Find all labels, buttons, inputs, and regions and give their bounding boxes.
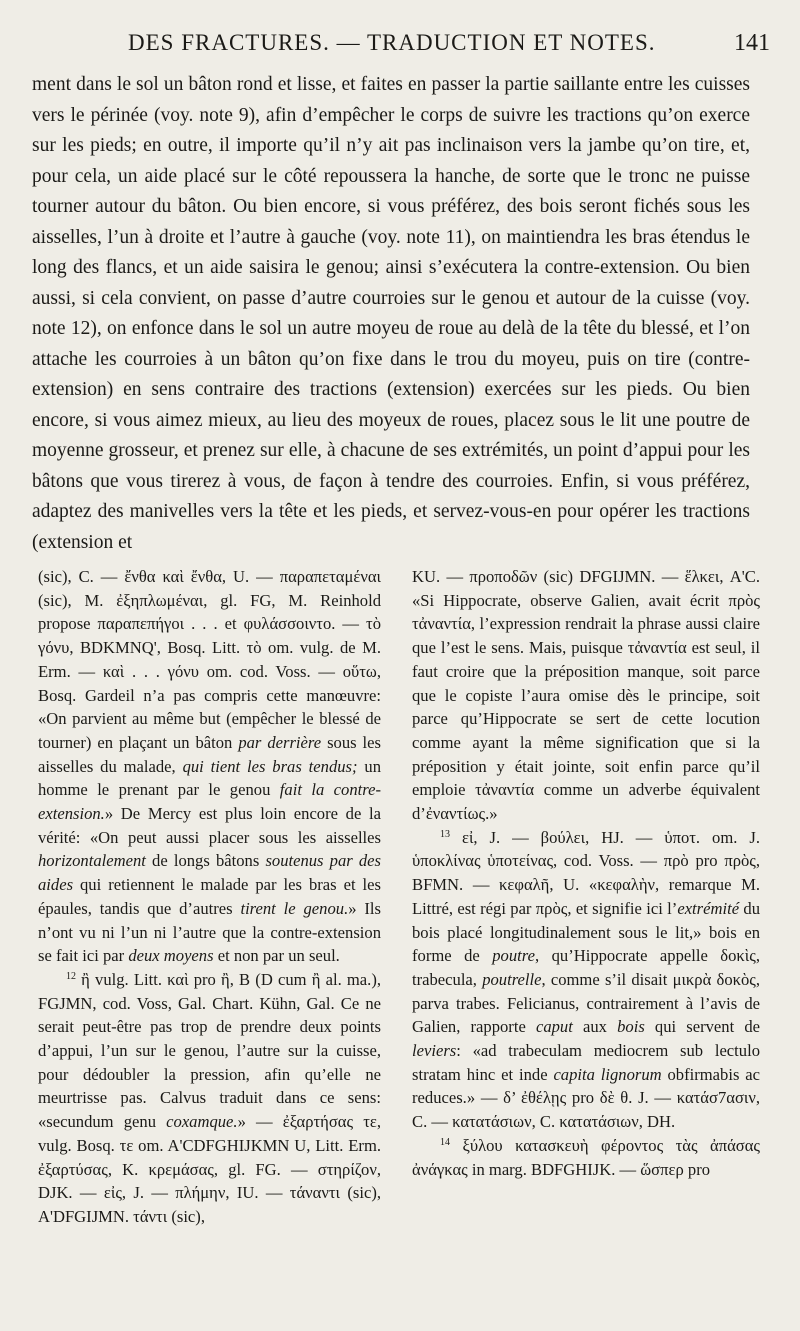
italic-run: extrémité <box>677 898 740 918</box>
italic-run: leviers <box>412 1041 457 1061</box>
text-run: aux <box>572 1017 618 1037</box>
text-run: et non par un seul. <box>213 946 340 966</box>
text-run: , qu’Hippocrate appelle δοκὶς, trabecula, <box>412 946 760 989</box>
text-run: obfirmabis ac reduces.» — δ’ ἐθέλῃς pro δὲ θ. J. — κατάσ7ασιν, C. — κατατάσιων, C. κατατάσιων, DH. <box>412 1064 760 1132</box>
note-continuation <box>412 565 760 826</box>
italic-run: bois <box>617 1017 645 1037</box>
italic-run: par derrière <box>238 732 322 752</box>
text-run: du bois placé longitudinalement sous le lit,» bois en forme de <box>412 898 760 966</box>
text-run: (sic), C. — ἔνθα καὶ ἔνθα, U. — παραπεταμέναι (sic), M. ἐξηπλωμέναι, gl. FG, M. Reinhold propose παραπεπήγοι . . . et φυλάσσοιντο. — τὸ γόνυ, BDKMNQ', Bosq. Litt. τὸ om. vulg. de M. Erm. — καὶ . . . γόνυ om. cod. Voss. — οὕτω, Bosq. Gardeil n’a pas compris cette manœuvre: «On parvient au même but (empêcher le blessé de tourner) en plaçant un bâton <box>38 567 381 752</box>
notes-column-right <box>412 565 760 1181</box>
text-run: : «ad trabeculam mediocrem sub lectulo stratam hinc et inde <box>412 1041 760 1084</box>
text-run: KU. — προποδῶν (sic) DFGIJMN. — ἕλκει, A'C. «Si Hippocrate, observe Galien, avait écrit πρὸς τἀναντία, l’expression rendrait la phrase aussi claire que l’est le sens. Mais, puisque τἀναντία est seul, il faut croire que la préposition manque, soit parce que le copiste l’aura omise dès le principe, soit parce qu’Hippocrate se sert de cette locution comme ayant la même signification que si la préposition y était jointe, soit enfin parce qu’il emploie τἀναντία comme un adverbe équivalent d’ἐναντίως.» <box>412 567 760 824</box>
italic-run: poutrelle <box>482 969 542 989</box>
italic-run: caput <box>535 1017 573 1037</box>
note-continuation <box>38 565 381 968</box>
italic-run: coxamque. <box>166 1112 238 1132</box>
italic-run: capita lignorum <box>553 1064 662 1084</box>
note-number: 14 <box>440 1136 450 1148</box>
italic-run: poutre <box>492 946 535 966</box>
main-text-paragraph: ment dans le sol un bâton rond et lisse, et faites en passer la partie saillante entre les cuisses vers le périnée (voy. note 9), afin d’empêcher le corps de suivre les tractions qu’on exerce sur les pieds; en outre, il importe qu’il n’y ait pas inclinaison vers la jambe qu’on tire, et, pour cela, un aide placé sur le côté repoussera la hanche, de sorte que le tronc ne puisse tourner autour du bâton. Ou bien encore, si vous préférez, des bois seront fichés sous les aisselles, l’un à droite et l’autre à gauche (voy. note 11), on maintiendra les bras étendus le long des flancs, et un aide saisira le genou; ainsi s’exécutera la contre-extension. Ou bien aussi, si cela convient, on passe d’autre courroies sur le genou et autour de la cuisse (voy. note 12), on enfonce dans le sol un autre moyeu de roue au delà de la tête du blessé, et l’on attache les courroies à un bâton qu’on fixe dans le trou du moyeu, puis on tire (contre-extension) en sens contraire des tractions (extension) exercées sur les pieds. Ou bien encore, si vous aimez mieux, au lieu des moyeux de roues, placez sous le lit une poutre de moyenne grosseur, et prenez sur elle, à chacune de ses extrémités, un point d’appui pour les bâtons que vous tirerez à vous, de façon à tendre des courroies. Enfin, si vous préférez, adaptez des manivelles vers la tête et les pieds, et servez-vous-en pour opérer les tractions (extension et <box>32 74 750 553</box>
text-run: un homme le prenant par le genou <box>38 756 381 800</box>
note-number: 12 <box>66 970 76 982</box>
text-run: ξύλου κατασκευὴ φέροντος τὰς ἀπάσας ἀνάγκας in marg. BDFGHIJK. — ὥσπερ pro <box>412 1135 760 1179</box>
italic-run: soutenus par des aides <box>38 851 381 895</box>
italic-run: deux moyens <box>128 946 214 966</box>
italic-run: fait la contre-extension. <box>38 780 381 824</box>
text-run: de longs bâtons <box>145 851 266 871</box>
italic-run: tirent le genou. <box>240 898 349 918</box>
notes-column-left <box>38 565 381 1229</box>
text-run: qui servent de <box>644 1017 761 1037</box>
text-run: » De Mercy est plus loin encore de la vérité: «On peut aussi placer sous les aisselles <box>38 804 381 847</box>
note-13 <box>412 826 760 1134</box>
text-run: » Ils n’ont vu ni l’un ni l’autre que la contre-extension se fait ici par <box>38 898 381 966</box>
note-number: 13 <box>440 828 450 840</box>
text-run: ἢ vulg. Litt. καὶ pro ἢ, B (D cum ἢ al. ma.), FGJMN, cod. Voss, Gal. Chart. Kühn, Gal. Ce ne serait peut-être pas trop de prendre deux points d’appui, l’un sur le genou, l’autre sur la cuisse, pour dédoubler la pression, afin qu’elle ne meurtrisse pas. Calvus traduit dans ce sens: «secundum genu <box>38 969 381 1132</box>
italic-run: qui tient les bras tendus; <box>182 756 358 776</box>
italic-run: horizontalement <box>38 851 146 871</box>
text-run: » — ἐξαρτήσας τε, vulg. Bosq. τε om. A'CDFGHIJKMN U, Litt. Erm. ἐξαρτύσας, K. κρεμάσας, gl. FG. — στηρίζον, DJK. — εἰς, J. — πλήμην, IU. — τάναντι (sic), A'DFGIJMN. τάντι (sic), <box>38 1112 381 1226</box>
running-head <box>128 30 770 57</box>
note-12 <box>38 968 381 1229</box>
text-run: , comme s’il disait μικρὰ δοκὸς, parva trabes. Felicianus, contrairement à l’avis de Galien, rapporte <box>412 969 760 1037</box>
note-14 <box>412 1134 760 1181</box>
text-run: sous les aisselles du malade, <box>38 732 381 776</box>
text-run: qui retiennent le malade par les bras et les épaules, tandis que d’autres <box>38 875 381 918</box>
page-number: 141 <box>734 30 770 56</box>
text-run: εἰ, J. — βούλει, HJ. — ὑποτ. om. J. ὑποκλίνας ὑποτείνας, cod. Voss. — πρὸ pro πρὸς, BFMN. — κεφαλῆ, U. «κεφαλὴν, remarque M. Littré, est régi par πρὸς, et signifie ici l’ <box>412 827 760 918</box>
header-title: DES FRACTURES. — TRADUCTION ET NOTES. <box>128 30 656 55</box>
